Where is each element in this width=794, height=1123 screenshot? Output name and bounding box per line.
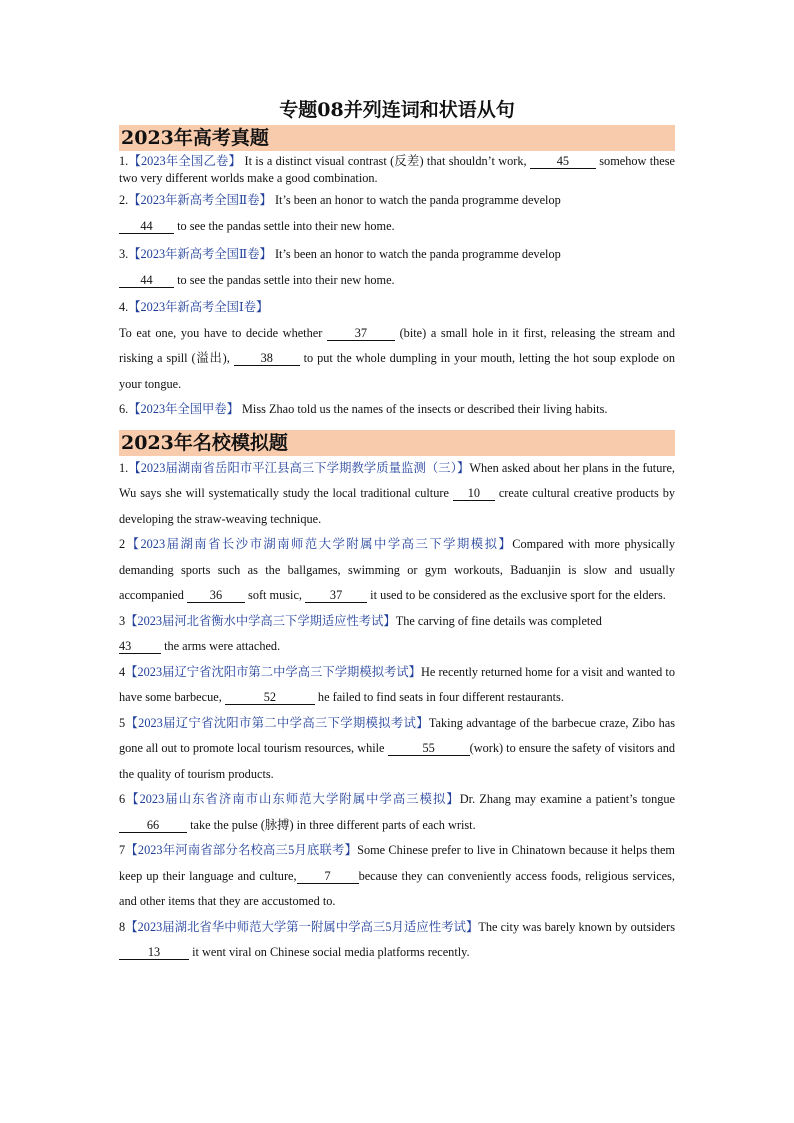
- question-source: 【2023届湖北省华中师范大学第一附属中学高三5月适应性考试】: [125, 919, 479, 934]
- answer-blank: 37: [305, 588, 367, 603]
- question-source: 【2023年新高考全国Ⅱ卷】: [128, 193, 272, 207]
- question-source: 【2023届辽宁省沈阳市第二中学高三下学期模拟考试】: [125, 715, 429, 730]
- answer-blank: 45: [530, 154, 596, 169]
- answer-blank: 52: [225, 690, 315, 705]
- answer-blank: 38: [234, 351, 300, 366]
- answer-blank: 7: [297, 869, 359, 884]
- section-heading-gaokao: 2023年高考真题: [119, 125, 675, 151]
- question-source: 【2023届辽宁省沈阳市第二中学高三下学期模拟考试】: [125, 664, 422, 679]
- answer-blank: 55: [388, 741, 470, 756]
- question-source: 【2023届湖南省岳阳市平江县高三下学期教学质量监测（三）】: [128, 460, 470, 475]
- question-item: 8【2023届湖北省华中师范大学第一附属中学高三5月适应性考试】The city was barely known by outsiders 13 it went viral on Chinese social media platforms recently.: [119, 919, 675, 959]
- answer-blank: 44: [119, 219, 174, 234]
- question-item: 7【2023年河南省部分名校高三5月底联考】Some Chinese prefer to live in Chinatown because it helps them keep up their language and culture, 7 because they can conveniently access foods, religious services, and other items that they are accustomed to.: [119, 843, 675, 908]
- answer-blank: 44: [119, 273, 174, 288]
- question-item: 4.【2023年新高考全国Ⅰ卷】 To eat one, you have to decide whether 37 (bite) a small hole in it first, releasing the stream and risking a spill (溢出), 38 to put the whole dumpling in your mouth, letting the hot soup explode on your tongue.: [119, 300, 676, 391]
- question-item: 1.【2023年全国乙卷】 It is a distinct visual contrast (反差) that shouldn’t work, 45 somehow these two very different worlds make a good combination.: [119, 154, 675, 185]
- question-item: 2【2023届湖南省长沙市湖南师范大学附属中学高三下学期模拟】Compared with more physically demanding sports such as the ballgames, swimming or gym workouts, Baduanjin is slow and usually accompanied 36 soft music, 37 it used to be considered as the exclusive sport for the elders.: [119, 537, 675, 602]
- section-heading-mock: 2023年名校模拟题: [119, 430, 675, 456]
- question-source: 【2023届湖南省长沙市湖南师范大学附属中学高三下学期模拟】: [125, 537, 513, 551]
- question-item: 6.【2023年全国甲卷】 Miss Zhao told us the names of the insects or described their living habits.: [119, 402, 608, 416]
- question-source: 【2023届山东省济南市山东师范大学附属中学高三模拟】: [125, 792, 460, 806]
- answer-blank: 43: [119, 639, 161, 654]
- question-source: 【2023年全国甲卷】: [128, 402, 239, 416]
- question-source: 【2023届河北省衡水中学高三下学期适应性考试】: [125, 613, 396, 628]
- page-title: 专题08并列连词和状语从句: [279, 99, 515, 121]
- answer-blank: 13: [119, 945, 189, 960]
- question-item: 5【2023届辽宁省沈阳市第二中学高三下学期模拟考试】Taking advantage of the barbecue craze, Zibo has gone all out to promote local tourism resources, while 55 (work) to ensure the safety of visitors and the quality of tourism products.: [119, 715, 676, 781]
- answer-blank: 36: [187, 588, 245, 603]
- answer-blank: 66: [119, 818, 187, 833]
- question-item: 3.【2023年新高考全国Ⅱ卷】 It’s been an honor to watch the panda programme develop 44 to see the pandas settle into their new home.: [119, 247, 561, 287]
- question-item: 4【2023届辽宁省沈阳市第二中学高三下学期模拟考试】He recently returned home for a visit and wanted to have some barbecue, 52 he failed to find seats in four different restaurants.: [119, 664, 675, 704]
- question-source: 【2023年全国乙卷】: [128, 154, 242, 168]
- answer-blank: 37: [327, 326, 395, 341]
- question-source: 【2023年河南省部分名校高三5月底联考】: [125, 843, 358, 857]
- document-page: [119, 96, 675, 966]
- answer-blank: 10: [453, 486, 495, 501]
- question-source: 【2023年新高考全国Ⅰ卷】: [128, 300, 269, 314]
- question-item: 2.【2023年新高考全国Ⅱ卷】 It’s been an honor to watch the panda programme develop 44 to see the pandas settle into their new home.: [119, 193, 561, 233]
- question-item: 1.【2023届湖南省岳阳市平江县高三下学期教学质量监测（三）】When asked about her plans in the future, Wu says she will systematically study the local traditional culture 10 create cultural creative products by developing the straw-weaving technique.: [119, 460, 675, 526]
- question-item: 3【2023届河北省衡水中学高三下学期适应性考试】The carving of fine details was completed 43 the arms were attached.: [119, 613, 602, 653]
- question-source: 【2023年新高考全国Ⅱ卷】: [128, 247, 272, 261]
- question-item: 6【2023届山东省济南市山东师范大学附属中学高三模拟】Dr. Zhang may examine a patient’s tongue 66 take the pulse (脉搏) in three different parts of each wrist.: [119, 792, 675, 832]
